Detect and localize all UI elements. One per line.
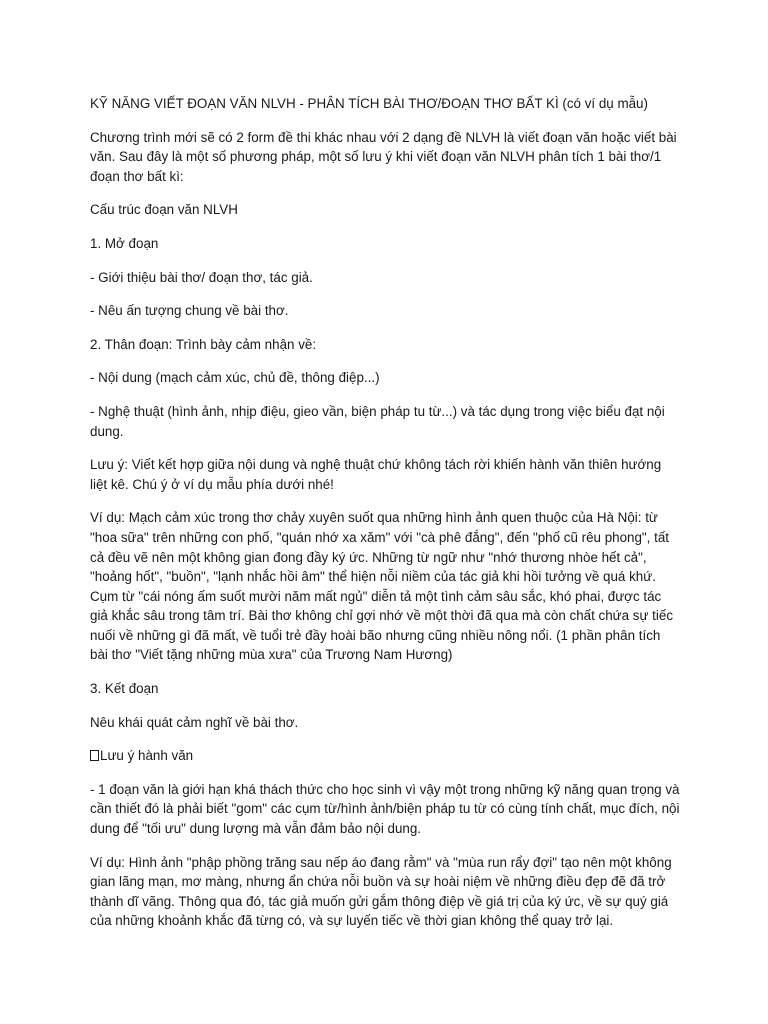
missing-glyph-icon xyxy=(90,750,99,761)
writing-note-label: Lưu ý hành văn xyxy=(100,748,194,764)
section2-item: - Nội dung (mạch cảm xúc, chủ đề, thông điệp...) xyxy=(90,370,380,386)
section1-heading: 1. Mở đoạn xyxy=(90,235,159,251)
section2-heading: 2. Thân đoạn: Trình bày cảm nhận về: xyxy=(90,336,317,352)
section3-heading: 3. Kết đoạn xyxy=(90,681,159,697)
writing-note-heading xyxy=(90,746,680,766)
note-paragraph: Lưu ý: Viết kết hợp giữa nội dung và nghệ thuật chứ không tách rời khiến hành văn thiên hướng liệt kê. Chú ý ở ví dụ mẫu phía dưới nhé! xyxy=(90,457,662,492)
document-body xyxy=(90,94,680,945)
intro-paragraph: Chương trình mới sẽ có 2 form đề thi khác nhau với 2 dạng đề NLVH là viết đoạn văn hoặc viết bài văn. Sau đây là một số phương pháp, một số lưu ý khi viết đoạn văn NLVH phân tích 1 bài thơ/1 đoạn thơ bất kì: xyxy=(90,129,677,184)
structure-heading: Cấu trúc đoạn văn NLVH xyxy=(90,202,238,218)
writing-note-paragraph: - 1 đoạn văn là giới hạn khá thách thức cho học sinh vì vậy một trong những kỹ năng quan trọng và cần thiết đó là phải biết "gom" các cụm từ/hình ảnh/biện pháp tu từ có cùng tính chất, mục đích, nội dung để "tối ưu" dung lượng mà vẫn đảm bảo nội dung. xyxy=(90,781,680,837)
section1-item: - Giới thiệu bài thơ/ đoạn thơ, tác giả. xyxy=(90,269,313,285)
example-paragraph: Ví dụ: Mạch cảm xúc trong thơ chảy xuyên suốt qua những hình ảnh quen thuộc của Hà Nội: từ "hoa sữa" trên những con phố, "quán nhớ xa xăm" với "cà phê đắng", đến "phố cũ rêu phong", tất cả đều vẽ nên một không gian đong đầy ký ức. Những từ ngữ như "nhớ thương nhòe hết cả", "hoảng hốt", "buồn", "lạnh nhắc hồi âm" thể hiện nỗi niềm của tác giả khi hồi tưởng về quá khứ. Cụm từ "cái nóng ấm suốt mười năm mất ngủ" diễn tả một tình cảm sâu sắc, khó phai, được tác giả khắc sâu trong tâm trí. Bài thơ không chỉ gợi nhớ về một thời đã qua mà còn chất chứa sự tiếc nuối về những gì đã mất, về tuổi trẻ đầy hoài bão nhưng cũng nhiều nông nổi. (1 phần phân tích bài thơ "Viết tặng những mùa xưa" của Trương Nam Hương) xyxy=(90,510,674,663)
example-paragraph: Ví dụ: Hình ảnh "phập phồng trăng sau nếp áo đang rằm" và "mùa run rẩy đợi" tạo nên một không gian lãng mạn, mơ màng, nhưng ẩn chứa nỗi buồn và sự hoài niệm về những điều đẹp đẽ đã trở thành dĩ vãng. Thông qua đó, tác giả muốn gửi gắm thông điệp về giá trị của ký ức, về sự quý giá của những khoảnh khắc đã từng có, và sự luyến tiếc về thời gian không thể quay trở lại. xyxy=(90,854,672,929)
document-title: KỸ NĂNG VIẾT ĐOẠN VĂN NLVH - PHÂN TÍCH BÀI THƠ/ĐOẠN THƠ BẤT KÌ (có ví dụ mẫu) xyxy=(90,96,648,111)
section3-item: Nêu khái quát cảm nghĩ về bài thơ. xyxy=(90,714,299,730)
section2-item: - Nghệ thuật (hình ảnh, nhịp điệu, gieo vần, biện pháp tu từ...) và tác dụng trong việc biểu đạt nội dung. xyxy=(90,403,665,439)
section1-item: - Nêu ấn tượng chung về bài thơ. xyxy=(90,303,289,319)
